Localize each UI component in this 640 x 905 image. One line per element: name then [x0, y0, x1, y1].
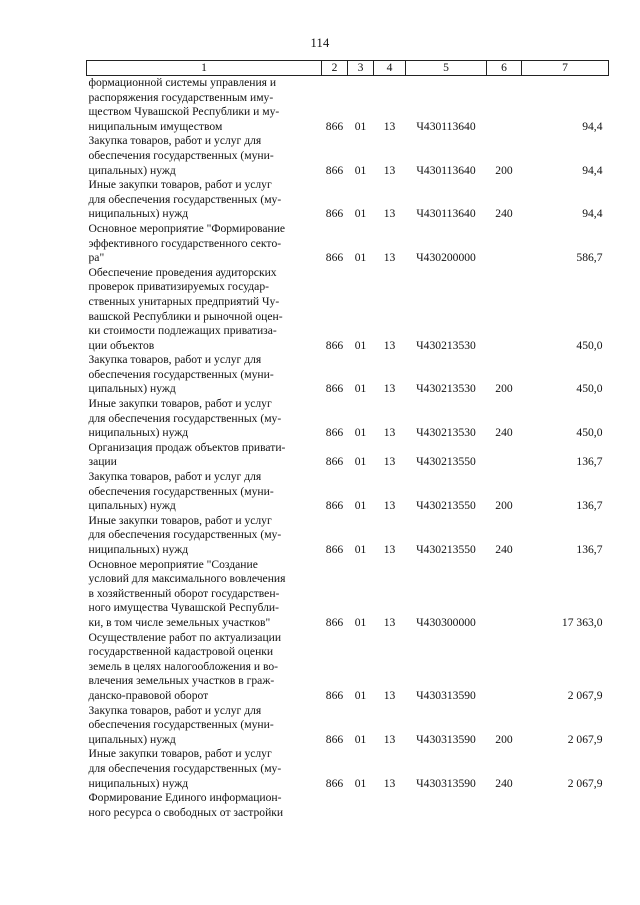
- row-expense-type: [487, 266, 522, 354]
- row-expense-type: 200: [495, 382, 513, 396]
- row-expense-type: [487, 222, 522, 266]
- table-row: [87, 353, 609, 397]
- table-row: [87, 441, 609, 470]
- table-row: [87, 76, 609, 135]
- row-description: [87, 631, 322, 704]
- row-section-code: 01: [354, 207, 367, 221]
- row-subsection-code: 13: [383, 119, 396, 133]
- table-row: [87, 514, 609, 558]
- row-description: [87, 76, 322, 135]
- row-ministry-code: 866: [325, 338, 344, 352]
- row-ministry-code: 866: [325, 207, 344, 221]
- row-description: [87, 558, 322, 631]
- header-col-3: 3: [348, 61, 374, 76]
- row-ministry-code: 866: [325, 732, 344, 746]
- row-description: [87, 470, 322, 514]
- row-section-code: 01: [354, 426, 367, 440]
- row-subsection-code: 13: [383, 688, 396, 702]
- row-description: [87, 747, 322, 791]
- row-amount: 450,0: [576, 426, 603, 440]
- row-subsection-code: [374, 791, 406, 820]
- row-ministry-code: 866: [325, 119, 344, 133]
- row-description-text: Иные закупки товаров, работ и услуг для обеспечения государственных (му- ниципальных) нужд: [88, 747, 282, 790]
- row-section-code: 01: [354, 251, 367, 265]
- row-section-code: 01: [354, 382, 367, 396]
- header-col-6: 6: [487, 61, 522, 76]
- table-row: [87, 134, 609, 178]
- table-row: [87, 178, 609, 222]
- row-description: [87, 441, 322, 470]
- row-subsection-code: 13: [383, 776, 396, 790]
- row-description: [87, 791, 322, 820]
- table-body: [87, 76, 609, 821]
- row-description-text: Иные закупки товаров, работ и услуг для обеспечения государственных (му- ниципальных) нужд: [88, 397, 282, 440]
- row-amount: 2 067,9: [567, 732, 603, 746]
- row-description: [87, 704, 322, 748]
- header-col-2: 2: [322, 61, 348, 76]
- row-description: [87, 266, 322, 354]
- row-section-code: [348, 791, 374, 820]
- header-col-7: 7: [522, 61, 609, 76]
- row-subsection-code: 13: [383, 207, 396, 221]
- table-row: [87, 791, 609, 820]
- row-expense-type: 200: [495, 499, 513, 513]
- row-description-text: Основное мероприятие "Создание условий для максимального вовлечения в хозяйственный оборот государствен- ного имущества Чувашской Республи- ки, в том числе земельных участков": [88, 557, 286, 629]
- row-subsection-code: 13: [383, 426, 396, 440]
- row-expense-type: 200: [495, 163, 513, 177]
- row-amount: 136,7: [576, 499, 603, 513]
- row-ministry-code: 866: [325, 455, 344, 469]
- row-ministry-code: 866: [325, 382, 344, 396]
- row-section-code: 01: [354, 163, 367, 177]
- table-row: [87, 558, 609, 631]
- row-amount: 586,7: [576, 251, 603, 265]
- row-description-text: Закупка товаров, работ и услуг для обеспечения государственных (муни- ципальных) нужд: [88, 703, 274, 746]
- header-col-5: 5: [406, 61, 487, 76]
- row-expense-type: 240: [495, 543, 513, 556]
- row-expense-type: 200: [495, 732, 513, 746]
- row-ministry-code: [322, 791, 348, 820]
- row-target-article: Ч430213550: [416, 455, 476, 469]
- row-description: [87, 222, 322, 266]
- row-subsection-code: 13: [383, 382, 396, 396]
- row-amount: 2 067,9: [567, 776, 603, 790]
- row-ministry-code: 866: [325, 499, 344, 513]
- table-row: [87, 397, 609, 441]
- table-row: [87, 470, 609, 514]
- row-ministry-code: 866: [325, 615, 344, 629]
- row-section-code: 01: [354, 732, 367, 746]
- row-expense-type: [487, 76, 522, 135]
- row-target-article: [406, 791, 487, 820]
- row-amount: 94,4: [582, 163, 603, 177]
- row-ministry-code: 866: [325, 163, 344, 177]
- row-target-article: Ч430300000: [416, 615, 476, 629]
- row-target-article: Ч430313590: [416, 776, 476, 790]
- row-ministry-code: 866: [325, 688, 344, 702]
- row-expense-type: [487, 441, 522, 470]
- header-col-4: 4: [374, 61, 406, 76]
- row-ministry-code: 866: [325, 543, 344, 556]
- row-section-code: 01: [354, 615, 367, 629]
- row-description-text: Основное мероприятие "Формирование эффективного государственного сектo- ра": [88, 221, 286, 265]
- row-description-text: формационной системы управления и распоряжения государственным иму- ществом Чувашской Республики и му- ниципальным имуществом: [88, 76, 280, 133]
- row-description-text: Обеспечение проведения аудиторских проверок приватизируемых государ- ственных унитарных предприятий Чу- вашской Республики и рыночной оцен- ки стоимости подлежащих приватиза- ции объектов: [88, 265, 283, 352]
- row-ministry-code: 866: [325, 776, 344, 790]
- row-expense-type: 240: [495, 776, 513, 790]
- row-section-code: 01: [354, 543, 367, 556]
- table-row: [87, 631, 609, 704]
- row-description-text: Закупка товаров, работ и услуг для обеспечения государственных (муни- ципальных) нужд: [88, 134, 274, 177]
- row-amount: 450,0: [576, 382, 603, 396]
- row-expense-type: [487, 558, 522, 631]
- table-header: [87, 61, 609, 76]
- row-amount: 94,4: [582, 119, 603, 133]
- row-section-code: 01: [354, 499, 367, 513]
- row-description: [87, 134, 322, 178]
- row-target-article: Ч430213530: [416, 338, 476, 352]
- row-description: [87, 514, 322, 558]
- table-row: [87, 266, 609, 354]
- row-description-text: Организация продаж объектов привати- зации: [88, 440, 286, 469]
- row-amount: 2 067,9: [567, 688, 603, 702]
- table-row: [87, 747, 609, 791]
- row-subsection-code: 13: [383, 732, 396, 746]
- row-section-code: 01: [354, 119, 367, 133]
- row-description: [87, 353, 322, 397]
- row-description-text: Закупка товаров, работ и услуг для обеспечения государственных (муни- ципальных) нужд: [88, 353, 274, 396]
- row-section-code: 01: [354, 688, 367, 702]
- row-description: [87, 397, 322, 441]
- row-target-article: Ч430213530: [416, 382, 476, 396]
- row-ministry-code: 866: [325, 251, 344, 265]
- budget-table: [86, 60, 609, 820]
- row-expense-type: [487, 631, 522, 704]
- row-amount: 450,0: [576, 338, 603, 352]
- row-description-text: Иные закупки товаров, работ и услуг для обеспечения государственных (му- ниципальных) нужд: [88, 178, 282, 221]
- row-target-article: Ч430113640: [416, 207, 476, 221]
- header-row: [87, 61, 609, 76]
- row-section-code: 01: [354, 455, 367, 469]
- row-target-article: Ч430213530: [416, 426, 476, 440]
- row-target-article: Ч430313590: [416, 732, 476, 746]
- row-amount: 94,4: [582, 207, 603, 221]
- row-expense-type: [487, 791, 522, 820]
- row-section-code: 01: [354, 776, 367, 790]
- row-subsection-code: 13: [383, 455, 396, 469]
- row-ministry-code: 866: [325, 426, 344, 440]
- row-expense-type: 240: [495, 207, 513, 221]
- header-col-1: 1: [87, 61, 322, 76]
- row-subsection-code: 13: [383, 251, 396, 265]
- row-amount: 136,7: [576, 455, 603, 469]
- row-description-text: Формирование Единого информацион- ного ресурса о свободных от застройки: [88, 791, 284, 819]
- row-subsection-code: 13: [383, 615, 396, 629]
- row-amount: 17 363,0: [561, 615, 603, 629]
- row-target-article: Ч430213550: [416, 543, 476, 556]
- row-description-text: Закупка товаров, работ и услуг для обеспечения государственных (муни- ципальных) нужд: [88, 470, 274, 513]
- row-subsection-code: 13: [383, 338, 396, 352]
- table-row: [87, 704, 609, 748]
- row-section-code: 01: [354, 338, 367, 352]
- row-subsection-code: 13: [383, 499, 396, 513]
- row-amount: 136,7: [576, 543, 603, 556]
- page-number: 114: [310, 36, 330, 50]
- row-expense-type: 240: [495, 426, 513, 440]
- row-description-text: Иные закупки товаров, работ и услуг для обеспечения государственных (му- ниципальных) нужд: [88, 513, 282, 556]
- row-description-text: Осуществление работ по актуализации государственной кадастровой оценки земель в целях налогообложения и во- влечения земельных участков в граж- данско-правовой оборот: [88, 630, 282, 702]
- row-target-article: Ч430313590: [416, 688, 476, 702]
- row-target-article: Ч430113640: [416, 119, 476, 133]
- row-target-article: Ч430113640: [416, 163, 476, 177]
- row-target-article: Ч430200000: [416, 251, 476, 265]
- row-description: [87, 178, 322, 222]
- row-amount: [522, 791, 609, 820]
- row-target-article: Ч430213550: [416, 499, 476, 513]
- row-subsection-code: 13: [383, 163, 396, 177]
- table-row: [87, 222, 609, 266]
- row-subsection-code: 13: [383, 543, 396, 556]
